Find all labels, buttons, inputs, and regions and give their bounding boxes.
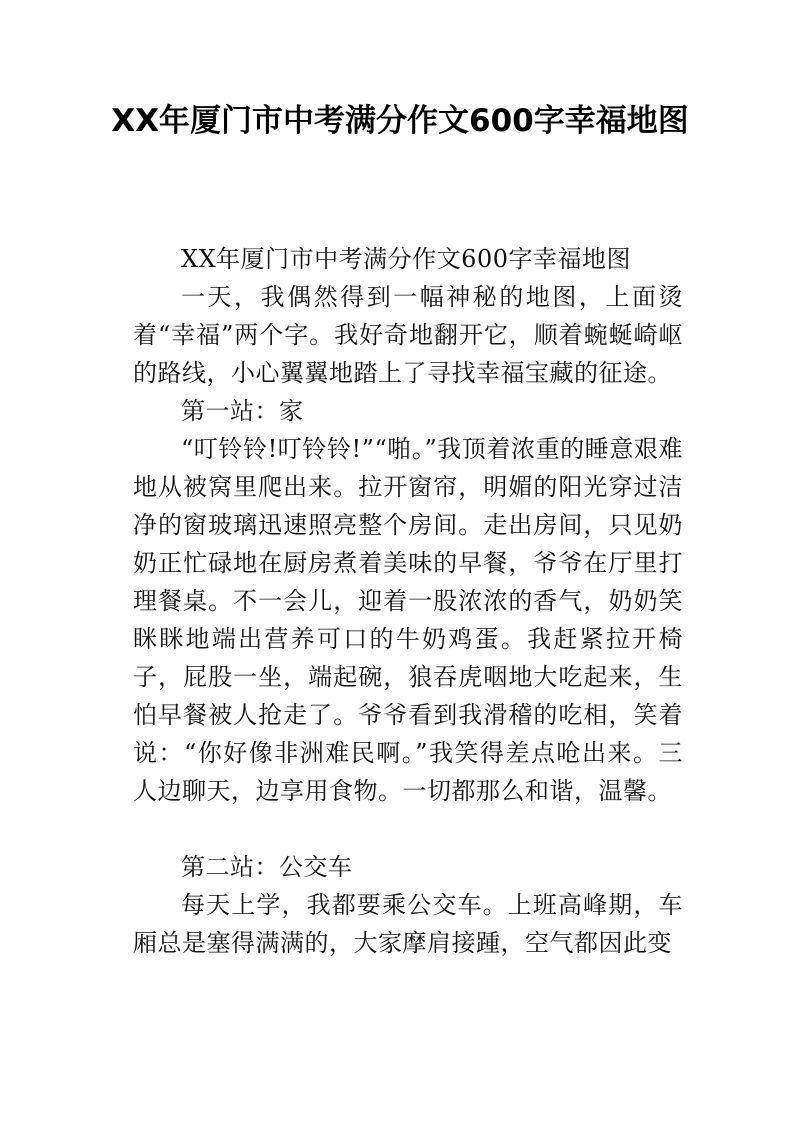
document-title: XX年厦门市中考满分作文600字幸福地图: [111, 103, 689, 139]
paragraph-station-home: “叮铃铃!叮铃铃!”“啪。”我顶着浓重的睡意艰难地从被窝里爬出来。拉开窗帘，明媚的阳光穿过洁净的窗玻璃迅速照亮整个房间。走出房间，只见奶奶正忙碌地在厨房煮着美味的早餐，爷爷在厅里打理餐桌。不一会儿，迎着一股浓浓的香气，奶奶笑眯眯地端出营养可口的牛奶鸡蛋。我赶紧拉开椅子，屁股一坐，端起碗，狼吞虎咽地大吃起来，生怕早餐被人抢走了。爷爷看到我滑稽的吃相，笑着说：“你好像非洲难民啊。”我笑得差点呛出来。三人边聊天，边享用食物。一切都那么和谐，温馨。: [133, 435, 683, 805]
paragraph-intro: 一天，我偶然得到一幅神秘的地图，上面烫着“幸福”两个字。我好奇地翻开它，顺着蜿蜒崎岖的路线，小心翼翼地踏上了寻找幸福宝藏的征途。: [133, 283, 683, 387]
paragraph-station-bus: 每天上学，我都要乘公交车。上班高峰期，车厢总是塞得满满的，大家摩肩接踵，空气都因此变: [133, 891, 683, 957]
document-body: [133, 240, 683, 962]
paragraph-station-home-heading: 第一站：家: [181, 397, 304, 425]
paragraph-gap: [133, 810, 683, 848]
paragraph-subtitle: XX年厦门市中考满分作文600字幸福地图: [181, 245, 631, 273]
paragraph-station-bus-heading: 第二站：公交车: [181, 853, 353, 881]
